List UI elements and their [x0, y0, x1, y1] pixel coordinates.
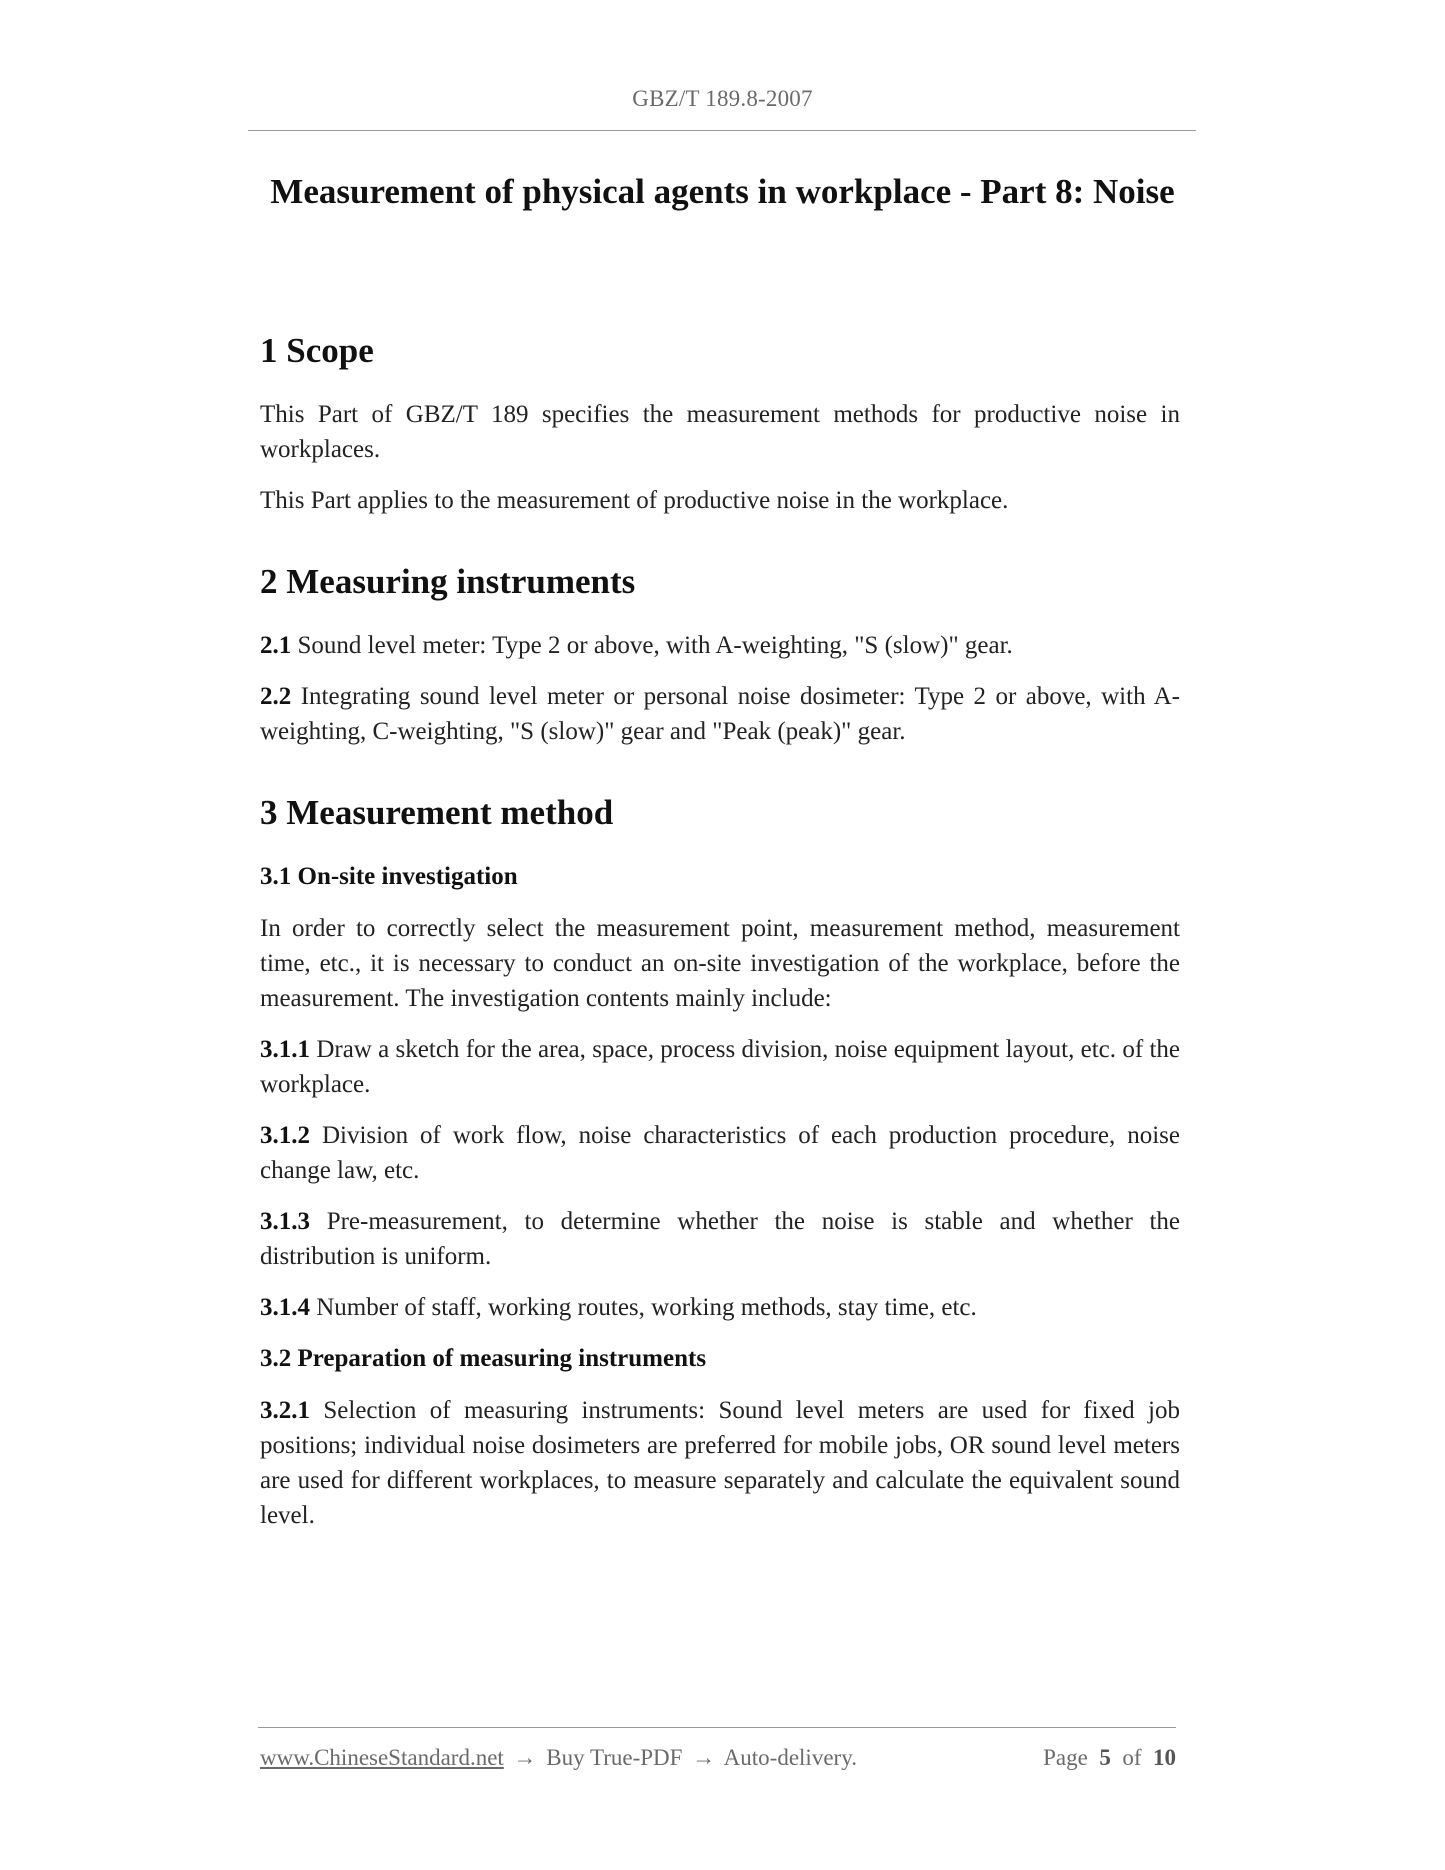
standard-code-header: GBZ/T 189.8-2007: [632, 86, 813, 111]
section-heading-scope: 1 Scope: [260, 331, 374, 370]
page-label: Page: [1043, 1745, 1088, 1770]
clause-2-1: [260, 628, 1180, 663]
scope-paragraph-2: This Part applies to the measurement of productive noise in the workplace.: [260, 487, 1009, 514]
clause-text: Draw a sketch for the area, space, process division, noise equipment layout, etc. of the workplace.: [260, 1036, 1181, 1098]
document-title: Measurement of physical agents in workplace - Part 8: Noise: [270, 172, 1175, 211]
section-heading-instruments: 2 Measuring instruments: [260, 562, 636, 601]
auto-delivery-text: Auto-delivery.: [723, 1745, 857, 1770]
section-heading-method: 3 Measurement method: [260, 793, 614, 832]
clause-3-1-3: [260, 1204, 1180, 1274]
clause-text: Integrating sound level meter or personal noise dosimeter: Type 2 or above, with A-weighting, C-weighting, "S (slow)" gear and "Peak (peak)" gear.: [260, 683, 1181, 745]
clause-text: Selection of measuring instruments: Sound level meters are used for fixed job positions; individual noise dosimeters are preferred for mobile jobs, OR sound level meters are used for different workplaces, to measure separately and calculate the equivalent sound level.: [260, 1397, 1180, 1529]
clause-number: 3.2.1: [260, 1397, 310, 1424]
page-current: 5: [1099, 1745, 1111, 1770]
page-of-label: of: [1122, 1745, 1142, 1770]
subsection-heading-onsite: 3.1 On-site investigation: [260, 863, 518, 890]
clause-3-2-1: [260, 1393, 1180, 1533]
onsite-intro-paragraph: In order to correctly select the measurement point, measurement method, measurement time, etc., it is necessary to conduct an on-site investigation of the workplace, before the measurement. The investigation contents mainly include:: [260, 915, 1180, 1012]
page-footer: [260, 1745, 1176, 1771]
clause-text: Number of staff, working routes, working methods, stay time, etc.: [316, 1294, 977, 1321]
buy-true-pdf-text: Buy True-PDF: [546, 1745, 683, 1770]
clause-number: 2.2: [260, 683, 292, 710]
arrow-right-icon: →: [513, 1745, 537, 1770]
clause-number: 3.1.3: [260, 1208, 310, 1235]
clause-number: 3.1.2: [260, 1122, 310, 1149]
clause-3-1-2: [260, 1118, 1180, 1188]
document-body: [260, 325, 1180, 1533]
clause-number: 3.1.4: [260, 1294, 310, 1321]
clause-2-2: [260, 679, 1180, 749]
clause-text: Pre-measurement, to determine whether the noise is stable and whether the distribution is uniform.: [260, 1208, 1180, 1270]
clause-number: 3.1.1: [260, 1036, 310, 1063]
scope-paragraph-1: This Part of GBZ/T 189 specifies the measurement methods for productive noise in workplaces.: [260, 401, 1180, 463]
arrow-right-icon: →: [692, 1745, 716, 1770]
clause-text: Sound level meter: Type 2 or above, with A-weighting, "S (slow)" gear.: [297, 632, 1013, 659]
page-number: [1043, 1745, 1176, 1771]
clause-number: 2.1: [260, 632, 292, 659]
clause-text: Division of work flow, noise characteristics of each production procedure, noise change law, etc.: [260, 1122, 1181, 1184]
page-total: 10: [1153, 1745, 1176, 1770]
clause-3-1-1: [260, 1032, 1180, 1102]
website-link[interactable]: www.ChineseStandard.net: [260, 1745, 504, 1770]
header-divider: [248, 130, 1196, 131]
footer-promo: [260, 1745, 857, 1771]
clause-3-1-4: [260, 1290, 1180, 1325]
footer-divider: [258, 1727, 1176, 1728]
subsection-heading-preparation: 3.2 Preparation of measuring instruments: [260, 1345, 707, 1372]
